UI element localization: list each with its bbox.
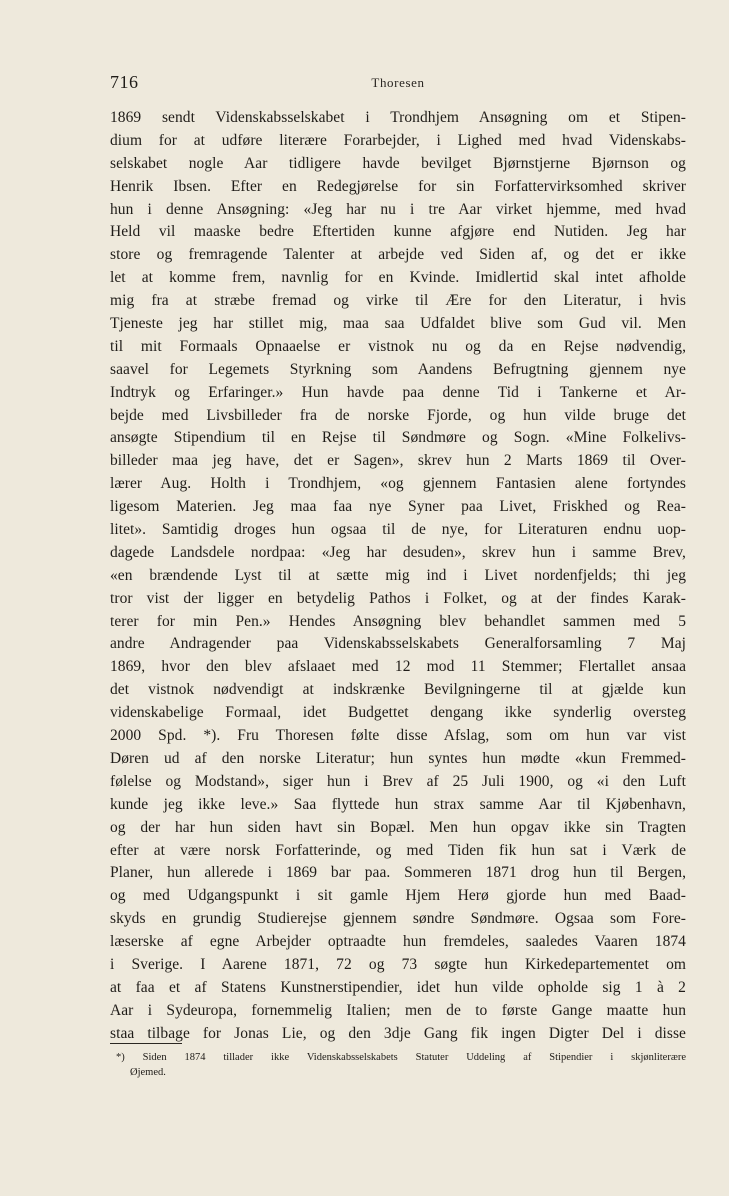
text-line: let at komme frem, navnlig for en Kvinde. Imidlertid skal intet afholde	[110, 269, 686, 287]
text-line: Tjeneste jeg har stillet mig, maa saa Udfaldet blive som Gud vil. Men	[110, 315, 686, 333]
text-line: ligesom Materien. Jeg maa faa nye Syner paa Livet, Friskhed og Rea-	[110, 498, 686, 516]
text-line: 1869 sendt Videnskabsselskabet i Trondhjem Ansøgning om et Stipen-	[110, 109, 686, 126]
text-line: selskabet nogle Aar tidligere havde bevilget Bjørnstjerne Bjørnson og	[110, 154, 686, 172]
text-line: Held vil maaske bedre Eftertiden kunne afgjøre end Nutiden. Jeg har	[110, 223, 686, 241]
text-line: hun i denne Ansøgning: «Jeg har nu i tre Aar virket hjemme, med hvad	[110, 200, 686, 218]
page-header	[110, 72, 686, 96]
footnote	[110, 1050, 686, 1080]
text-line: store og fremragende Talenter at arbejde ved Siden af, og det er ikke	[110, 246, 686, 264]
text-line: at faa et af Statens Kunstnerstipendier, idet hun vilde opholde sig 1 à 2	[110, 978, 686, 996]
text-line: Planer, hun allerede i 1869 bar paa. Sommeren 1871 drog hun til Bergen,	[110, 864, 686, 882]
text-line: «en brændende Lyst til at sætte mig ind i Livet nordenfjelds; thi jeg	[110, 566, 686, 584]
text-line: læserske af egne Arbejder optraadte hun fremdeles, saaledes Vaaren 1874	[110, 933, 686, 951]
text-line: kunde jeg ikke leve.» Saa flyttede hun strax samme Aar til Kjøbenhavn,	[110, 795, 686, 813]
text-line: bejde med Livsbilleder fra de norske Fjorde, og hun vilde bruge det	[110, 406, 686, 424]
text-line: ansøgte Stipendium til en Rejse til Søndmøre og Sogn. «Mine Folkelivs-	[110, 429, 686, 447]
text-line: og med Udgangspunkt i sit gamle Hjem Herø gjorde hun med Baad-	[110, 887, 686, 905]
text-line: skyds en grundig Studierejse gjennem søndre Søndmøre. Ogsaa som Fore-	[110, 910, 686, 928]
running-head: Thoresen	[371, 75, 425, 90]
text-line: dagede Landsdele nordpaa: «Jeg har desuden», skrev hun i samme Brev,	[110, 543, 686, 561]
text-line: staa tilbage for Jonas Lie, og den 3dje Gang fik ingen Digter Del i disse	[110, 1024, 686, 1042]
text-line: Døren ud af den norske Literatur; hun syntes hun mødte «kun Fremmed-	[110, 749, 686, 767]
text-line: følelse og Modstand», siger hun i Brev af 25 Juli 1900, og «i den Luft	[110, 772, 686, 790]
text-line: billeder maa jeg have, det er Sagen», skrev hun 2 Marts 1869 til Over-	[110, 452, 686, 470]
text-line: efter at være norsk Forfatterinde, og med Tiden fik hun sat i Værk de	[110, 841, 686, 859]
page-number: 716	[110, 72, 139, 92]
text-line: og der har hun siden havt sin Bopæl. Men hun opgav ikke sin Tragten	[110, 818, 686, 836]
text-line: saavel for Legemets Styrkning som Aandens Befrugtning gjennem nye	[110, 360, 686, 378]
text-line: dium for at udføre literære Forarbejder, i Lighed med hvad Videnskabs-	[110, 131, 686, 149]
text-line: mig fra at stræbe fremad og virke til Ære for den Literatur, i hvis	[110, 292, 686, 310]
text-line: terer for min Pen.» Hendes Ansøgning blev behandlet sammen med 5	[110, 612, 686, 630]
text-line: 2000 Spd. *). Fru Thoresen følte disse Afslag, som om hun var vist	[110, 727, 686, 745]
text-line: videnskabelige Formaal, idet Budgettet dengang ikke synderlig oversteg	[110, 704, 686, 722]
text-line: det vistnok nødvendigt at indskrænke Bevilgningerne til at gjælde kun	[110, 681, 686, 699]
text-line: Indtryk og Erfaringer.» Hun havde paa denne Tid i Tankerne et Ar-	[110, 383, 686, 401]
text-line: 1869, hvor den blev afslaaet med 12 mod 11 Stemmer; Flertallet ansaa	[110, 658, 686, 676]
text-line: til mit Formaals Opnaaelse er vistnok nu og da en Rejse nødvendig,	[110, 337, 686, 355]
footnote-line: *) Siden 1874 tillader ikke Videnskabsselskabets Statuter Uddeling af Stipendier i skjønliterære	[116, 1052, 686, 1063]
text-line: i Sverige. I Aarene 1871, 72 og 73 søgte hun Kirkedepartementet om	[110, 955, 686, 973]
text-line: tror vist der ligger en betydelig Pathos i Folket, og at der findes Karak-	[110, 589, 686, 607]
text-line: litet». Samtidig droges hun ogsaa til de nye, for Literaturen endnu uop-	[110, 521, 686, 539]
footnote-rule	[110, 1043, 182, 1044]
text-line: Henrik Ibsen. Efter en Redegjørelse for sin Forfattervirksomhed skriver	[110, 177, 686, 195]
text-line: Aar i Sydeuropa, fornemmelig Italien; men de to første Gange maatte hun	[110, 1001, 686, 1019]
footnote-line: Øjemed.	[130, 1067, 166, 1078]
text-line: andre Andragender paa Videnskabsselskabets Generalforsamling 7 Maj	[110, 635, 686, 653]
body-text	[110, 107, 686, 1046]
text-line: lærer Aug. Holth i Trondhjem, «og gjennem Fantasien alene fortyndes	[110, 475, 686, 493]
